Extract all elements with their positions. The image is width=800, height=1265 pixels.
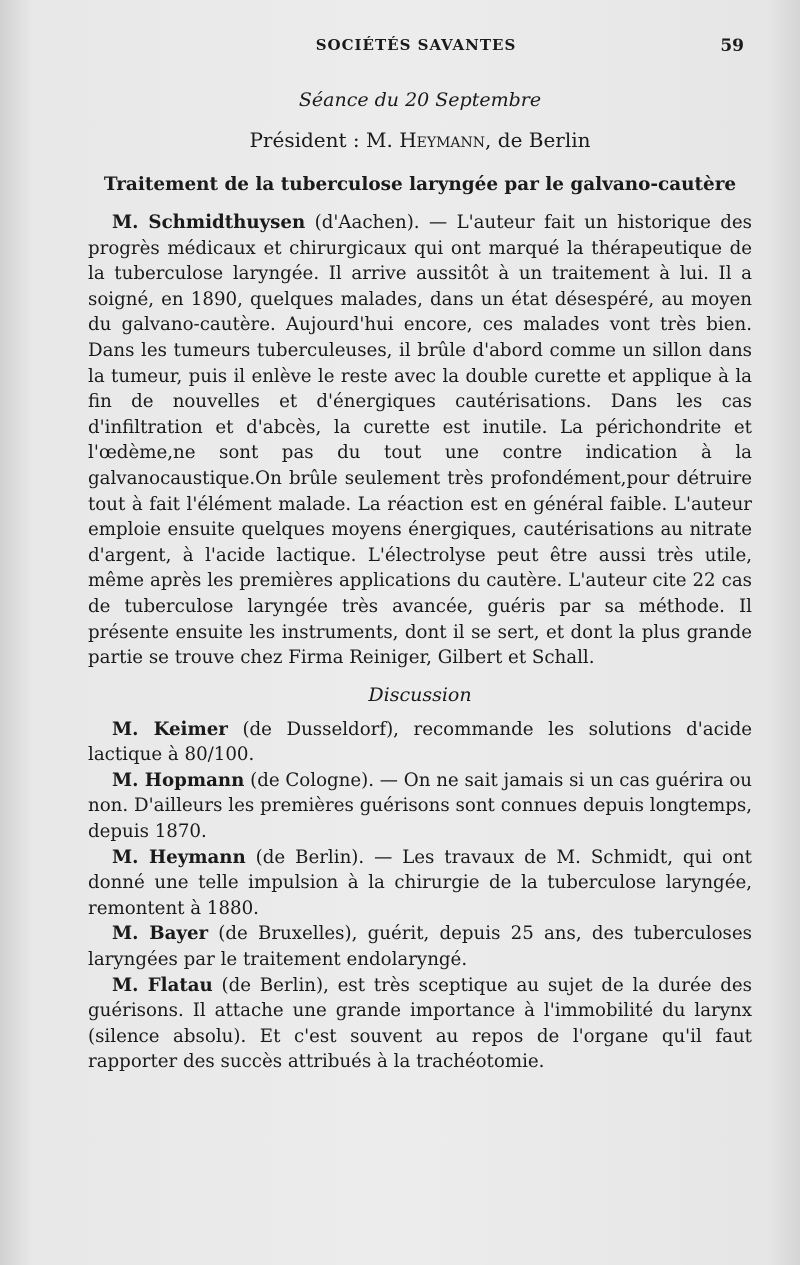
discussion-intervention <box>88 768 752 845</box>
page-content <box>88 86 752 1075</box>
intervention-text: (de Cologne). — On ne sait jamais si un cas guérira ou non. D'ailleurs les premières guérisons sont connues depuis longtemps, depuis 1870. <box>88 769 752 843</box>
article-text: (d'Aachen). — L'auteur fait un historique des progrès médicaux et chirurgicaux qui ont marqué la thérapeutique de la tuberculose laryngée. Il arrive aussitôt à un traitement à lui. Il a soigné, en 1890, quelques malades, dans un état désespéré, au moyen du galvano-cautère. Aujourd'hui encore, ces malades vont très bien. Dans les tumeurs tuberculeuses, il brûle d'abord comme un sillon dans la tumeur, puis il enlève le reste avec la double curette et applique à la fin de nouvelles et d'énergiques cautérisations. Dans les cas d'infiltration et d'abcès, la curette est inutile. La périchondrite et l'œdème,ne sont pas du tout une contre indication à la galvanocaustique.On brûle seulement très profondément,pour détruire tout à fait l'élément malade. La réaction est en général faible. L'auteur emploie ensuite quelques moyens énergiques, cautérisations au nitrate d'argent, à l'acide lactique. L'électrolyse peut être aussi très utile, même après les premières applications du cautère. L'auteur cite 22 cas de tuberculose laryngée très avancée, guéris par sa méthode. Il présente ensuite les instruments, dont il se sert, et dont la plus grande partie se trouve chez Firma Reiniger, Gilbert et Schall. <box>88 212 752 669</box>
president-label: Président : <box>249 128 360 152</box>
article-author: M. Schmidthuysen <box>112 212 306 233</box>
intervention-speaker: M. Bayer <box>112 923 209 945</box>
article-paragraph <box>88 210 752 671</box>
intervention-speaker: M. Flatau <box>112 974 213 996</box>
discussion-intervention <box>88 845 752 922</box>
president-name: M. Heymann, <box>366 128 492 152</box>
intervention-text: (de Bruxelles), guérit, depuis 25 ans, des tuberculoses laryngées par le traitement endolaryngé. <box>88 923 752 971</box>
discussion-title: Discussion <box>368 683 472 706</box>
intervention-speaker: M. Hopmann <box>112 769 245 791</box>
discussion-intervention <box>88 717 752 768</box>
session-president <box>88 125 752 155</box>
intervention-text: (de Berlin). — Les travaux de M. Schmidt, qui ont donné une telle impulsion à la chirurgie de la tuberculose laryngée, remontent à 1880. <box>88 846 752 919</box>
president-city: de Berlin <box>497 128 591 152</box>
running-head: SOCIÉTÉS SAVANTES <box>315 36 517 54</box>
session-title: Séance du 20 Septembre <box>298 89 542 111</box>
intervention-text: (de Berlin), est très sceptique au sujet de la durée des guérisons. Il attache une grande importance à l'immobilité du larynx (silence absolu). Et c'est souvent au repos de l'organe qu'il faut rapporter des succès attribués à la trachéotomie. <box>88 974 753 1073</box>
article-title: Traitement de la tuberculose laryngée par le galvano-cautère <box>103 174 737 195</box>
discussion-intervention <box>88 921 752 972</box>
discussion-intervention <box>88 973 752 1075</box>
intervention-text: (de Dusseldorf), recommande les solutions d'acide lactique à 80/100. <box>88 718 752 766</box>
page-number: 59 <box>720 36 744 56</box>
intervention-speaker: M. Heymann <box>112 846 246 868</box>
intervention-speaker: M. Keimer <box>112 718 228 740</box>
page-header <box>88 36 744 62</box>
